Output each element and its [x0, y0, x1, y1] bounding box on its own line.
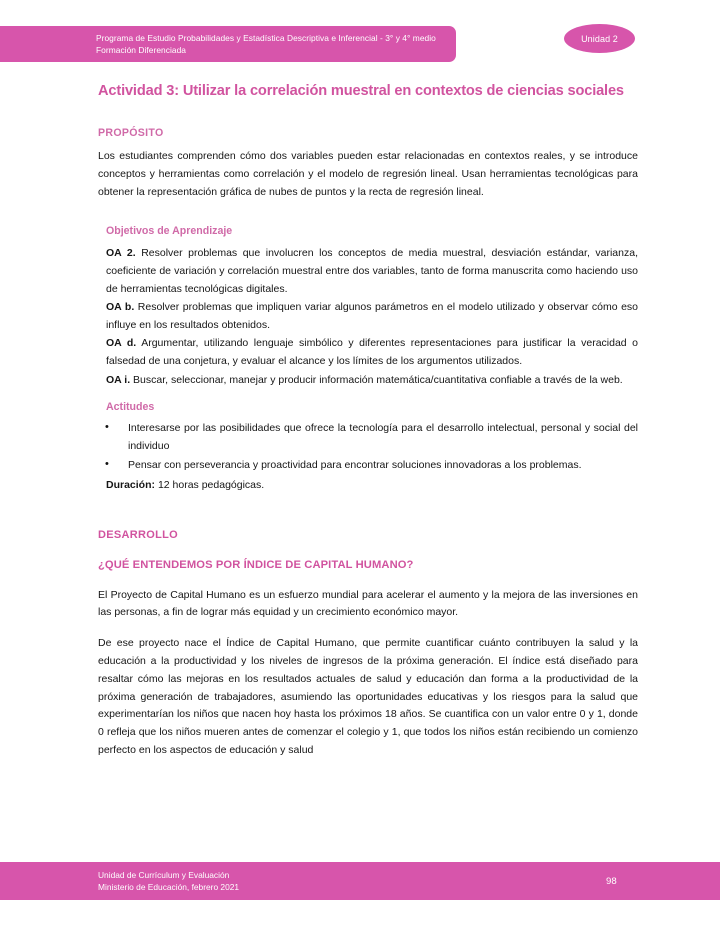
footer-line-2: Ministerio de Educación, febrero 2021: [98, 882, 240, 892]
objective-code: OA b.: [106, 301, 135, 314]
development-heading: DESARROLLO: [98, 528, 178, 541]
page-title: Actividad 3: Utilizar la correlación muestral en contextos de ciencias sociales: [98, 83, 624, 99]
document-content: [98, 82, 638, 760]
duration-line: [98, 477, 638, 495]
attitudes-list: [98, 420, 638, 475]
duration-label: Duración:: [106, 478, 156, 491]
objective-item: [106, 299, 638, 334]
question-heading: ¿QUÉ ENTENDEMOS POR ÍNDICE DE CAPITAL HUMANO?: [98, 558, 414, 571]
objective-item: [106, 372, 638, 390]
list-item: • Interesarse por las posibilidades que ofrece la tecnología para el desarrollo intelectual, personal y social del individuo: [98, 420, 638, 455]
objectives-list: [98, 245, 638, 389]
objective-code: OA 2.: [106, 247, 136, 260]
objective-text: Resolver problemas que impliquen variar algunos parámetros en el modelo utilizado y observar cómo eso influye en los resultados obtenidos.: [106, 301, 639, 331]
purpose-paragraph: Los estudiantes comprenden cómo dos variables pueden estar relacionadas en contextos reales, y se introduce conceptos y herramientas como correlación y el modelo de regresión lineal. Usan herramientas tecnológicas para obtener la representación gráfica de nubes de puntos y la recta de regresión lineal.: [98, 150, 638, 198]
footer-line-1: Unidad de Currículum y Evaluación: [98, 869, 230, 880]
objective-text: Buscar, seleccionar, manejar y producir información matemática/cuantitativa confiable a través de la web.: [133, 373, 623, 386]
objective-code: OA i.: [106, 373, 131, 386]
objective-text: Argumentar, utilizando lenguaje simbólico y diferentes representaciones para justificar la veracidad o falsedad de una conjetura, y evaluar el alcance y los límites de los argumentos utilizados.: [106, 337, 639, 367]
objective-code: OA d.: [106, 337, 137, 350]
footer-organization: [98, 869, 239, 893]
program-title-line-1: Programa de Estudio Probabilidades y Estadística Descriptiva e Inferencial - 3° y 4° medio: [96, 32, 436, 43]
list-item: • Pensar con perseverancia y proactividad para encontrar soluciones innovadoras a los problemas.: [98, 457, 638, 475]
page-footer: [0, 862, 720, 900]
attitudes-heading: Actitudes: [106, 401, 155, 414]
development-paragraph-2: De ese proyecto nace el Índice de Capital Humano, que permite cuantificar cuánto contribuyen la salud y la educación a la productividad y los niveles de ingresos de la próxima generación. El índice está diseñado para resaltar cómo las mejoras en los resultados actuales de salud y educación dan forma a la productividad de la próxima generación de trabajadores, asumiendo las oportunidades educativas y los riesgos para la salud que experimentarían los niños que nacen hoy hasta los próximos 18 años. Se cuantifica con un valor entre 0 y 1, donde 0 refleja que los niños mueren antes de comenzar el colegio y 1, que todos los niños están recibiendo un comienzo perfecto en los aspectos de educación y salud: [98, 637, 638, 756]
program-title-line-2: Formación Diferenciada: [96, 45, 187, 55]
development-paragraph-1: El Proyecto de Capital Humano es un esfuerzo mundial para acelerar el aumento y la mejora de las inversiones en las personas, a fin de lograr más equidad y un crecimiento económico mayor.: [98, 588, 638, 619]
page-header: [0, 0, 720, 78]
objective-text: Resolver problemas que involucren los conceptos de media muestral, desviación estándar, varianza, coeficiente de variación y correlación muestral entre dos variables, tanto de forma manuscrita como haciendo uso de herramientas tecnológicas digitales.: [106, 247, 638, 295]
objectives-heading: Objetivos de Aprendizaje: [106, 225, 233, 238]
purpose-heading: PROPÓSITO: [98, 127, 164, 139]
objective-item: [106, 245, 638, 298]
program-header-bar: [0, 26, 456, 62]
objective-item: [106, 335, 638, 370]
page-number: 98: [606, 875, 617, 887]
duration-value: 12 horas pedagógicas.: [157, 478, 265, 491]
unit-badge-label: Unidad 2: [581, 33, 618, 44]
unit-badge: [564, 24, 635, 53]
